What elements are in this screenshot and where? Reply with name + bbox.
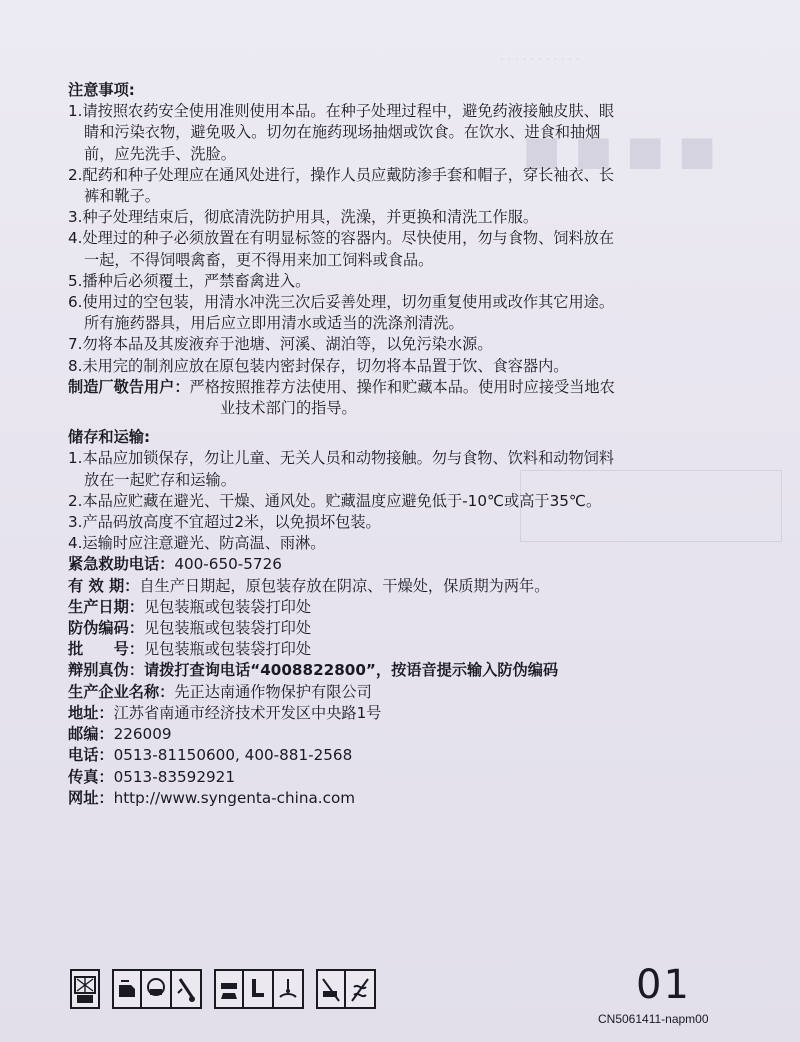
document-code: CN5061411-napm00 <box>598 1012 709 1026</box>
batch-label: 批 号： <box>68 640 144 659</box>
storage-list <box>68 448 780 554</box>
storage-item-line: 4.运输时应注意避光、防高温、雨淋。 <box>68 534 326 553</box>
verify-label: 辩别真伪： <box>68 661 144 680</box>
note-item-line: 8.未用完的制剂应放在原包装内密封保存，切勿将本品置于饮、食容器内。 <box>68 356 569 375</box>
phone-label: 电话： <box>68 746 114 765</box>
production-date-value: 见包装瓶或包装袋打印处 <box>143 597 311 616</box>
note-item <box>68 165 780 207</box>
label-content <box>68 80 780 809</box>
validity-value: 自生产日期起，原包装存放在阴凉、干燥处，保质期为两年。 <box>139 576 550 595</box>
no-animal-feed-icon <box>316 969 346 1009</box>
note-item <box>68 271 780 292</box>
emergency-value: 400-650-5726 <box>174 555 282 574</box>
website-value: http://www.syngenta-china.com <box>113 788 356 807</box>
bleed-through-title: ■■■■ <box>522 128 730 174</box>
company-label: 生产企业名称： <box>68 682 175 701</box>
pictogram-group-handling <box>112 969 202 1009</box>
warning-label: 制造厂敬告用户： <box>68 377 190 396</box>
storage-item <box>68 533 780 554</box>
fax-value: 0513-83592921 <box>113 767 235 786</box>
emergency-phone <box>68 554 780 575</box>
company-name <box>68 682 780 703</box>
storage-item <box>68 491 780 512</box>
batch-code: 01 <box>636 962 691 1008</box>
storage-item-line: 1.本品应加锁保存，勿让儿童、无关人员和动物接触。勿与食物、饮料和动物饲料 <box>68 449 615 468</box>
storage-heading: 储存和运输: <box>68 428 151 447</box>
mask-icon <box>142 969 172 1009</box>
postcode-value: 226009 <box>113 725 172 744</box>
boots-icon <box>244 969 274 1009</box>
note-item-line: 2.配药和种子处理应在通风处进行，操作人员应戴防渗手套和帽子，穿长袖衣、长 <box>68 165 615 184</box>
fax <box>68 767 780 788</box>
validity <box>68 576 780 597</box>
note-item-line: 4.处理过的种子必须放置在有明显标签的容器内。尽快使用，勿与食物、饲料放在 <box>68 229 615 248</box>
no-water-pollution-icon <box>346 969 376 1009</box>
company-value: 先正达南通作物保护有限公司 <box>174 682 372 701</box>
batch-number <box>68 639 780 660</box>
verify-authenticity <box>68 660 780 681</box>
production-date <box>68 597 780 618</box>
warning-text-2: 业技术部门的指导。 <box>220 399 357 418</box>
protective-clothing-icon <box>214 969 244 1009</box>
storage-item-continuation: 放在一起贮存和运输。 <box>84 470 236 489</box>
production-date-label: 生产日期： <box>68 597 144 616</box>
address-label: 地址： <box>68 703 114 722</box>
storage-item-line: 3.产品码放高度不宜超过2米，以免损坏包装。 <box>68 513 381 532</box>
website <box>68 788 780 809</box>
note-item <box>68 292 780 334</box>
pictogram-group-environment <box>316 969 376 1009</box>
note-item <box>68 101 780 165</box>
notes-heading: 注意事项: <box>68 81 135 99</box>
note-item-line: 6.使用过的空包装，用清水冲洗三次后妥善处理，切勿重复使用或改作其它用途。 <box>68 293 615 312</box>
warning-text-1: 严格按照推荐方法使用、操作和贮藏本品。使用时应接受当地农 <box>189 377 615 396</box>
note-item-continuation: 前，应先洗手、洗脸。 <box>84 144 236 163</box>
storage-lock-icon <box>70 969 100 1009</box>
storage-item <box>68 512 780 533</box>
gloves-icon <box>112 969 142 1009</box>
bleed-through-text: · · · · · · · · · · · <box>499 52 580 66</box>
address-value: 江苏省南通市经济技术开发区中央路1号 <box>113 703 382 722</box>
note-item <box>68 356 780 377</box>
note-item <box>68 207 780 228</box>
note-item-line: 7.勿将本品及其废液弃于池塘、河溪、湖泊等，以免污染水源。 <box>68 335 493 354</box>
note-item <box>68 228 780 270</box>
pictogram-group-protection <box>214 969 304 1009</box>
anti-fake-label: 防伪编码： <box>68 619 144 638</box>
note-item-continuation: 一起，不得饲喂禽畜，更不得用来加工饲料或食品。 <box>84 250 434 269</box>
validity-label: 有 效 期： <box>68 576 140 595</box>
note-item-continuation: 所有施药器具，用后应立即用清水或适当的洗涤剂清洗。 <box>84 314 464 333</box>
postcode-label: 邮编： <box>68 725 114 744</box>
note-item-continuation: 裤和靴子。 <box>84 187 160 206</box>
anti-fake-value: 见包装瓶或包装袋打印处 <box>143 619 311 638</box>
note-item-line: 3.种子处理结束后，彻底清洗防护用具，洗澡，并更换和清洗工作服。 <box>68 208 539 227</box>
dropper-icon <box>172 969 202 1009</box>
note-item-continuation: 睛和污染衣物，避免吸入。切勿在施药现场抽烟或饮食。在饮水、进食和抽烟 <box>84 123 601 142</box>
fax-label: 传真： <box>68 767 114 786</box>
wash-icon <box>274 969 304 1009</box>
website-label: 网址： <box>68 788 114 807</box>
note-item-line: 5.播种后必须覆土，严禁畜禽进入。 <box>68 271 311 290</box>
manufacturer-warning <box>68 377 780 419</box>
emergency-label: 紧急救助电话： <box>68 555 175 574</box>
postcode <box>68 724 780 745</box>
verify-value: 请拨打查询电话“4008822800”，按语音提示输入防伪编码 <box>143 661 559 680</box>
phone-value: 0513-81150600, 400-881-2568 <box>113 746 353 765</box>
storage-item <box>68 448 780 490</box>
safety-pictograms <box>70 964 376 1014</box>
address <box>68 703 780 724</box>
anti-fake-code <box>68 618 780 639</box>
pictogram-group-storage <box>70 969 100 1009</box>
note-item <box>68 334 780 355</box>
notes-list <box>68 101 780 377</box>
phone <box>68 745 780 766</box>
batch-value: 见包装瓶或包装袋打印处 <box>143 640 311 659</box>
storage-item-line: 2.本品应贮藏在避光、干燥、通风处。贮藏温度应避免低于-10℃或高于35℃。 <box>68 491 602 510</box>
note-item-line: 1.请按照农药安全使用准则使用本品。在种子处理过程中，避免药液接触皮肤、眼 <box>68 102 615 121</box>
